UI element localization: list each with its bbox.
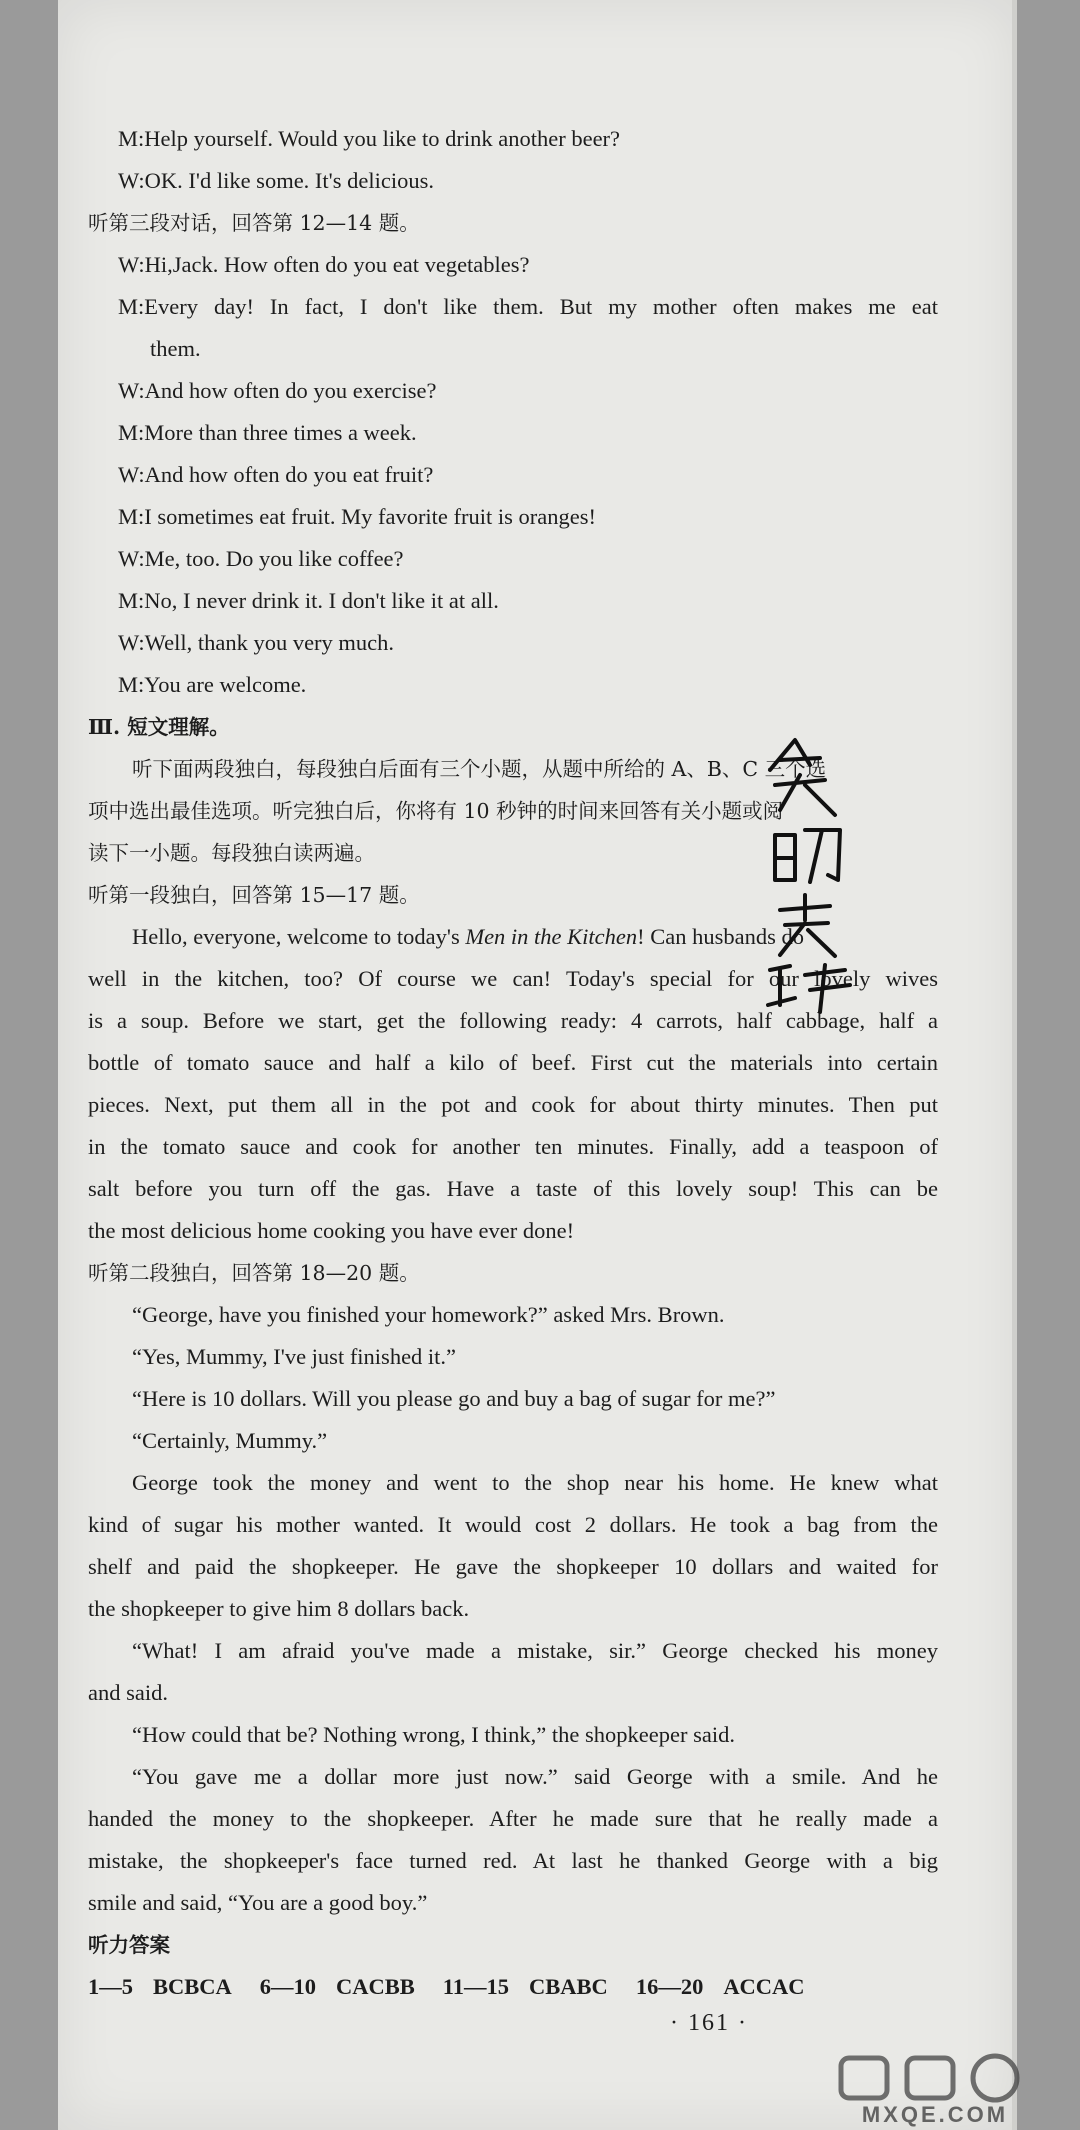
dialogue-section — [88, 118, 938, 706]
monologue-line: “Here is 10 dollars. Will you please go and buy a bag of sugar for me?” — [132, 1386, 776, 1411]
monologue-line: “You gave me a dollar more just now.” said George with a smile. And he — [132, 1764, 938, 1789]
answer-group — [443, 1966, 608, 2008]
monologue-line: the most delicious home cooking you have ever done! — [88, 1218, 575, 1243]
svg-text:MXQE.COM: MXQE.COM — [861, 2102, 1009, 2127]
monologue-line: “How could that be? Nothing wrong, I think,” the shopkeeper said. — [132, 1722, 735, 1747]
show-title: Men in the Kitchen — [465, 924, 638, 949]
monologue-line: shelf and paid the shopkeeper. He gave the shopkeeper 10 dollars and waited for — [88, 1554, 938, 1579]
monologue-line: handed the money to the shopkeeper. After he made sure that he really made a — [88, 1806, 938, 1831]
answer-keys: CACBB — [336, 1974, 415, 1999]
dialogue-line: M:More than three times a week. — [118, 420, 417, 445]
monologue-line: “What! I am afraid you've made a mistake, sir.” George checked his money — [132, 1638, 938, 1663]
dialogue-line: M:I sometimes eat fruit. My favorite fruit is oranges! — [118, 504, 597, 529]
dialogue-line: them. — [150, 336, 201, 361]
answer-group — [88, 1966, 232, 2008]
page-number: · 161 · — [670, 2010, 748, 2036]
dialogue-line: W:And how often do you eat fruit? — [118, 462, 434, 487]
monologue-line: is a soup. Before we start, get the following ready: 4 carrots, half cabbage, half a — [88, 1008, 938, 1033]
monologue-line: kind of sugar his mother wanted. It would cost 2 dollars. He took a bag from the — [88, 1512, 938, 1537]
dialogue-line: M:Help yourself. Would you like to drink another beer? — [118, 126, 621, 151]
section-heading: Ⅲ. 短文理解。 — [88, 715, 230, 739]
answer-range: 6—10 — [259, 1974, 317, 1999]
dialogue-line: W:Me, too. Do you like coffee? — [118, 546, 404, 571]
monologue-line: George took the money and went to the shop near his home. He knew what — [132, 1470, 938, 1495]
dialogue-line: M:You are welcome. — [118, 672, 307, 697]
answer-keys: CBABC — [529, 1974, 608, 1999]
answer-range: 16—20 — [635, 1974, 704, 1999]
monologue-heading: 听第二段独白，回答第 18—20 题。 — [88, 1261, 420, 1285]
dialogue-line: W:Well, thank you very much. — [118, 630, 395, 655]
instruction-line: 听下面两段独白，每段独白后面有三个小题，从题中所给的 A、B、C 三个选 — [132, 757, 827, 781]
answers-heading: 听力答案 — [88, 1933, 170, 1957]
dialogue-line: M:Every day! In fact, I don't like them. But my mother often makes me eat — [118, 294, 938, 319]
instruction-line: 项中选出最佳选项。听完独白后，你将有 10 秒钟的时间来回答有关小题或阅 — [88, 799, 784, 823]
dialogue-line: M:No, I never drink it. I don't like it at all. — [118, 588, 499, 613]
monologue-line: the shopkeeper to give him 8 dollars back. — [88, 1596, 470, 1621]
monologue-2-body — [88, 1294, 938, 1924]
answer-group — [636, 1966, 805, 2008]
instruction-line: 读下一小题。每段独白读两遍。 — [88, 841, 375, 865]
answer-group — [260, 1966, 415, 2008]
monologue-intro-tail: ! Can husbands do — [637, 924, 805, 949]
monologue-line: in the tomato sauce and cook for another ten minutes. Finally, add a teaspoon of — [88, 1134, 938, 1159]
monologue-line: and said. — [88, 1680, 168, 1705]
dialogue-heading: 听第三段对话，回答第 12—14 题。 — [88, 211, 420, 235]
answer-range: 11—15 — [442, 1974, 510, 1999]
dialogue-line: W:OK. I'd like some. It's delicious. — [118, 168, 434, 193]
handwriting-scribble — [750, 730, 880, 1020]
monologue-line: smile and said, “You are a good boy.” — [88, 1890, 428, 1915]
monologue-line: “Certainly, Mummy.” — [132, 1428, 328, 1453]
dialogue-line: W:Hi,Jack. How often do you eat vegetables? — [118, 252, 530, 277]
monologue-line: pieces. Next, put them all in the pot and cook for about thirty minutes. Then put — [88, 1092, 938, 1117]
watermark-logo — [835, 2052, 1035, 2130]
answers-section — [88, 1924, 938, 2008]
page-content — [88, 118, 938, 2008]
monologue-line: “George, have you finished your homework?” asked Mrs. Brown. — [132, 1302, 725, 1327]
monologue-line: mistake, the shopkeeper's face turned red. At last he thanked George with a big — [88, 1848, 938, 1873]
answer-range: 1—5 — [88, 1974, 133, 1999]
answer-keys: BCBCA — [153, 1974, 232, 1999]
monologue-line: “Yes, Mummy, I've just finished it.” — [132, 1344, 457, 1369]
answer-keys: ACCAC — [723, 1974, 805, 1999]
monologue-heading: 听第一段独白，回答第 15—17 题。 — [88, 883, 420, 907]
page-edge — [1012, 0, 1017, 2130]
monologue-line: well in the kitchen, too? Of course we can! Today's special for our lovely wives — [88, 966, 938, 991]
answers-row — [88, 1966, 938, 2008]
monologue-line: bottle of tomato sauce and half a kilo of beef. First cut the materials into certain — [88, 1050, 938, 1075]
monologue-intro: Hello, everyone, welcome to today's — [132, 924, 466, 949]
monologue-line: salt before you turn off the gas. Have a taste of this lovely soup! This can be — [88, 1176, 938, 1201]
dialogue-line: W:And how often do you exercise? — [118, 378, 437, 403]
